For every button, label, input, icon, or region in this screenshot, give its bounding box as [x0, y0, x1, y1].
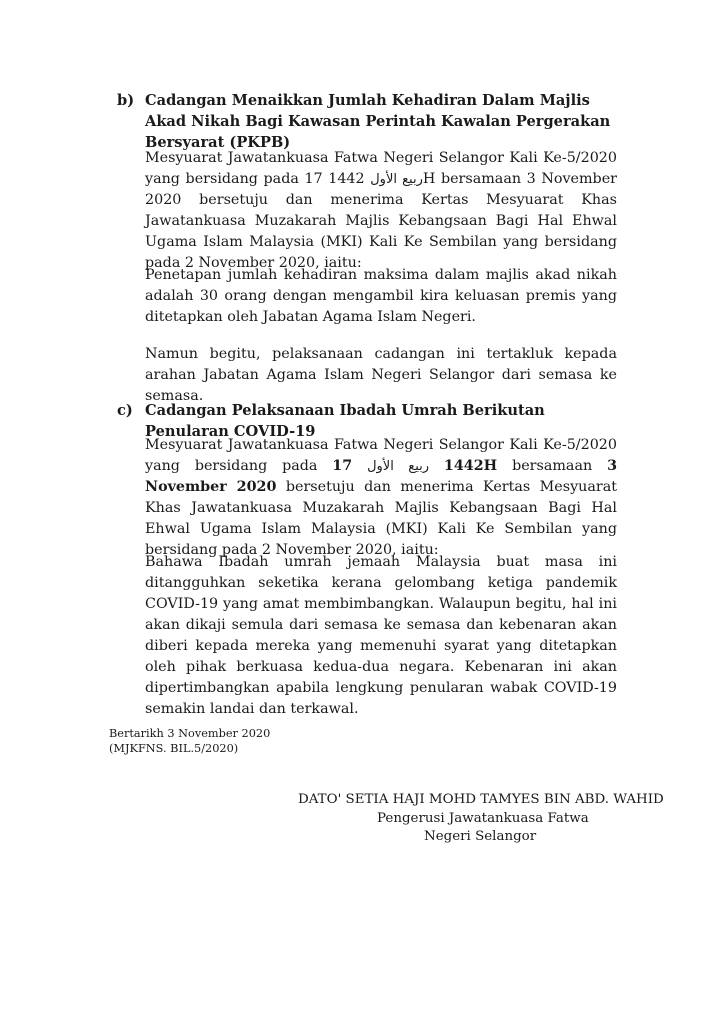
section-c-p1-date: 3 November 2020: [145, 458, 618, 495]
section-c-letter: c): [117, 402, 133, 419]
footer-date: Bertarikh 3 November 2020: [109, 727, 271, 740]
section-b-letter: b): [117, 92, 135, 109]
section-b-title: Cadangan Menaikkan Jumlah Kehadiran Dalam Majlis Akad Nikah Bagi Kawasan Perintah Kawalan Pergerakan Bersyarat (PKPB): [145, 92, 611, 151]
section-c-paragraph-1: [145, 435, 617, 561]
section-b-paragraph-2: Penetapan jumlah kehadiran maksima dalam majlis akad nikah adalah 30 orang dengan mengambil kira keluasan premis yang ditetapkan oleh Jabatan Agama Islam Negeri.: [145, 267, 617, 325]
section-c-p1-text-a: Mesyuarat Jawatankuasa Fatwa Negeri Selangor Kali Ke-5/2020 yang bersidang pada: [145, 437, 617, 474]
section-c-p1-arabic-month: ربيع الأول: [367, 459, 430, 474]
section-b-paragraph-1: [145, 148, 617, 274]
section-c-title: Cadangan Pelaksanaan Ibadah Umrah Berikutan Penularan COVID-19: [145, 402, 545, 440]
section-b-paragraph-3: Namun begitu, pelaksanaan cadangan ini tertakluk kepada arahan Jabatan Agama Islam Negeri Selangor dari semasa ke semasa.: [145, 346, 617, 404]
footer-reference: (MJKFNS. BIL.5/2020): [109, 742, 239, 755]
section-c-paragraph-2: Bahawa Ibadah umrah jemaah Malaysia buat masa ini ditangguhkan seketika kerana gelombang ketiga pandemik COVID-19 yang amat membimbangkan. Walaupun begitu, hal ini akan dikaji semula dari semasa ke semasa dan kebenaran akan diberi kepada mereka yang memenuhi syarat yang ditetapkan oleh pihak berkuasa kedua-dua negara. Kebenaran ini akan dipertimbangkan apabila lengkung penularan wabak COVID-19 semakin landai dan terkawal.: [145, 554, 617, 717]
section-c-p1-year: 1442H: [443, 458, 498, 474]
section-b-p1-arabic-month: ربيع الأول: [370, 172, 423, 187]
section-c-p1-day: 17: [332, 458, 353, 474]
signatory-name: DATO' SETIA HAJI MOHD TAMYES BIN ABD. WAHID: [298, 792, 664, 807]
section-b-p1-text-b: H bersamaan 3 November 2020 bersetuju dan menerima Kertas Mesyuarat Khas Jawatankuasa Muzakarah Majlis Kebangsaan Bagi Hal Ehwal Ugama Islam Malaysia (MKI) Kali Ke Sembilan yang bersidang pada 2 November 2020, iaitu:: [145, 171, 617, 271]
section-c-p1-text-b: bersamaan: [497, 458, 608, 474]
section-b-heading: [117, 90, 622, 153]
signatory-title: Pengerusi Jawatankuasa Fatwa: [377, 811, 589, 826]
section-b-p1-text-a: Mesyuarat Jawatankuasa Fatwa Negeri Selangor Kali Ke-5/2020 yang bersidang pada 17 1442: [145, 150, 617, 187]
section-c-p1-text-c: bersetuju dan menerima Kertas Mesyuarat Khas Jawatankuasa Muzakarah Majlis Kebangsaan Bagi Hal Ehwal Ugama Islam Malaysia (MKI) Kali Ke Sembilan yang bersidang pada 2 November 2020, iaitu:: [145, 479, 618, 558]
signatory-organization: Negeri Selangor: [424, 829, 537, 844]
